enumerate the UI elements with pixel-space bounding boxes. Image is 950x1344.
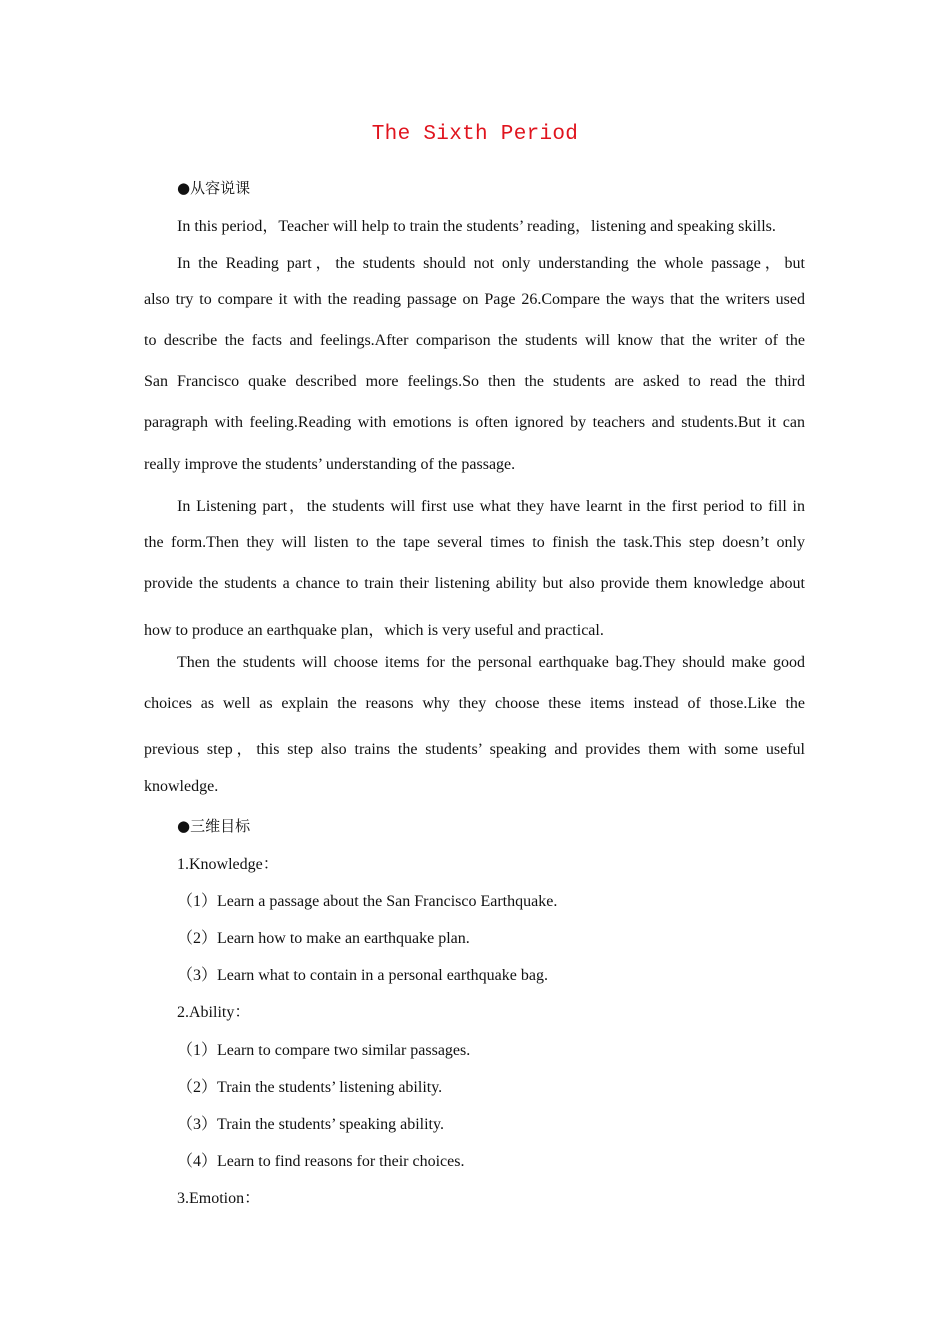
- section-heading-objectives: ●三维目标: [177, 817, 251, 835]
- speaking-paragraph-line: previous step，this step also trains the students’ speaking and provides them with some useful: [144, 741, 806, 758]
- speaking-paragraph-line: choices as well as explain the reasons why they choose these items instead of those.Like the: [144, 695, 805, 712]
- speaking-paragraph-line: Then the students will choose items for the personal earthquake bag.They should make good: [177, 654, 805, 671]
- paragraph-intro: In this period，Teacher will help to train the students’ reading，listening and speaking skills.: [177, 218, 776, 235]
- page-title: The Sixth Period: [371, 123, 579, 146]
- listening-paragraph-line: the form.Then they will listen to the tape several times to finish the task.This step doesn’t only: [144, 534, 805, 551]
- reading-paragraph-line: San Francisco quake described more feelings.So then the students are asked to read the third: [144, 373, 805, 390]
- knowledge-heading: 1.Knowledge：: [177, 856, 279, 873]
- section-heading-lesson-talk: ●从容说课: [177, 179, 251, 197]
- reading-paragraph-line: In the Reading part，the students should not only understanding the whole passage，but: [177, 255, 806, 272]
- emotion-heading: 3.Emotion：: [177, 1190, 261, 1207]
- knowledge-item: （3）Learn what to contain in a personal earthquake bag.: [177, 967, 548, 984]
- reading-paragraph-line: paragraph with feeling.Reading with emotions is often ignored by teachers and students.But it can: [144, 414, 805, 431]
- ability-item: （2）Train the students’ listening ability.: [177, 1079, 443, 1096]
- reading-paragraph-line: also try to compare it with the reading passage on Page 26.Compare the ways that the writers used: [144, 291, 805, 308]
- knowledge-item: （2）Learn how to make an earthquake plan.: [177, 930, 470, 947]
- reading-paragraph-line: really improve the students’ understanding of the passage.: [144, 456, 516, 473]
- listening-paragraph-line: provide the students a chance to train their listening ability but also provide them knowledge about: [144, 575, 805, 592]
- knowledge-item: （1）Learn a passage about the San Francisco Earthquake.: [177, 893, 558, 910]
- ability-item: （3）Train the students’ speaking ability.: [177, 1116, 444, 1133]
- reading-paragraph-line: to describe the facts and feelings.After comparison the students will know that the writer of the: [144, 332, 805, 349]
- listening-paragraph-line: how to produce an earthquake plan，which is very useful and practical.: [144, 622, 604, 639]
- listening-paragraph-line: In Listening part，the students will first use what they have learnt in the first period to fill in: [177, 498, 805, 515]
- speaking-paragraph-line: knowledge.: [144, 778, 219, 795]
- ability-heading: 2.Ability：: [177, 1004, 251, 1021]
- ability-item: （4）Learn to find reasons for their choices.: [177, 1153, 465, 1170]
- ability-item: （1）Learn to compare two similar passages.: [177, 1042, 471, 1059]
